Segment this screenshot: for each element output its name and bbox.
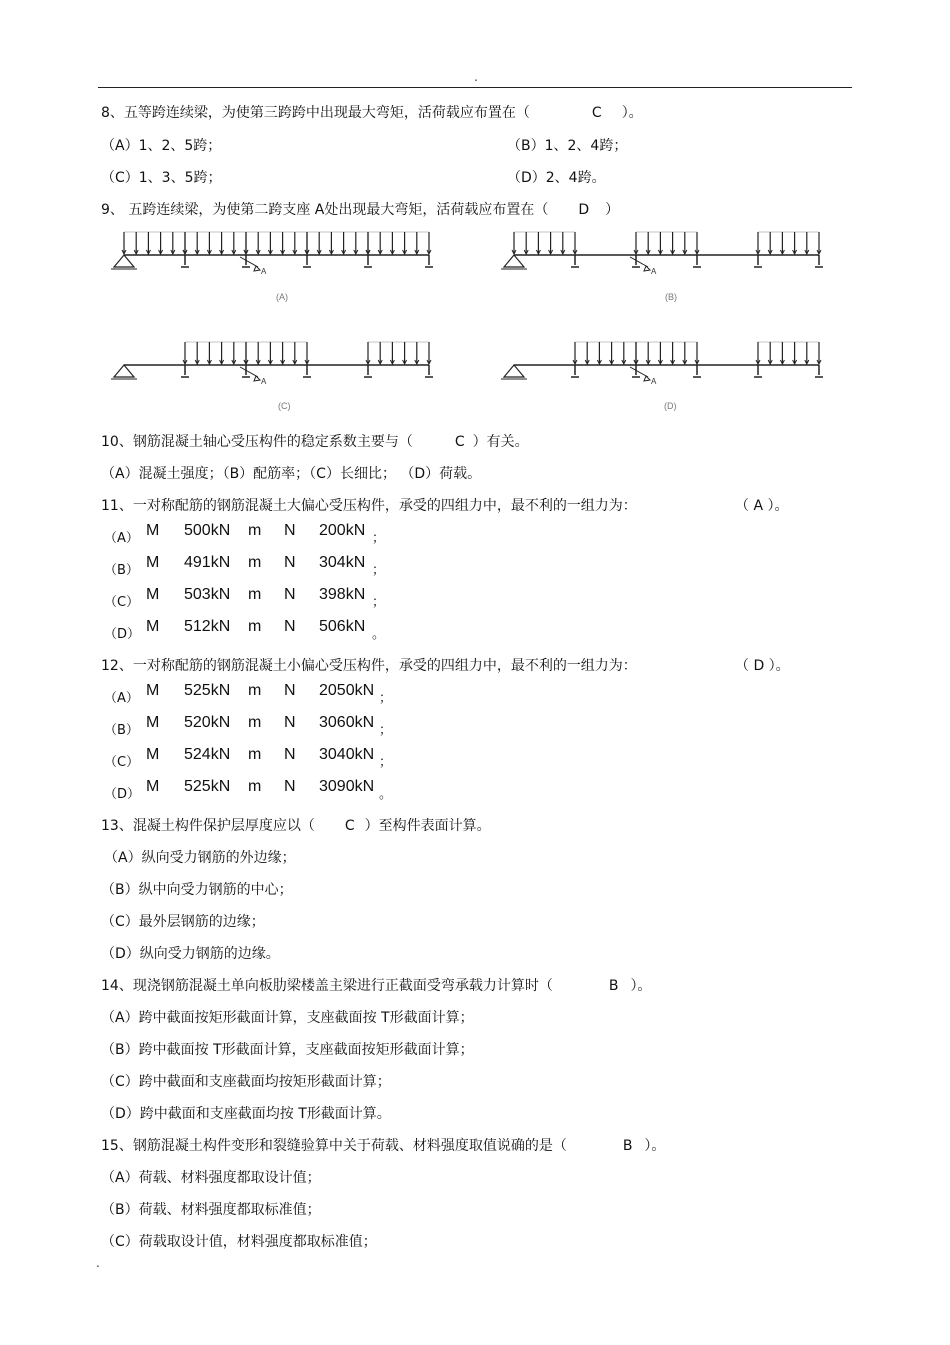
formula-M: M: [146, 554, 160, 571]
load-arrow: [646, 232, 650, 254]
formula-nval: 506kN: [319, 618, 366, 635]
formula-end: 。: [372, 627, 386, 642]
formula-end: ；: [379, 691, 393, 706]
formula-mval: 500kN: [184, 522, 231, 539]
load-arrow: [658, 232, 662, 254]
figure-label-d: (D): [664, 401, 677, 411]
load-arrow: [366, 342, 370, 364]
load-arrow: [183, 342, 187, 364]
load-arrow: [159, 232, 163, 254]
load-arrow: [683, 342, 687, 364]
formula-mval: 520kN: [184, 714, 231, 731]
load-arrow: [585, 342, 589, 364]
load-arrow: [281, 342, 285, 364]
load-arrow: [415, 232, 419, 254]
roller-support: [632, 365, 640, 377]
roller-support: [571, 255, 579, 267]
load-arrow: [756, 342, 760, 364]
roller-support: [754, 255, 762, 267]
pin-support: [114, 365, 134, 377]
load-arrow: [293, 342, 297, 364]
formula-label: （B）: [104, 563, 139, 578]
q8-option-a: （A）1、2、5跨；: [101, 138, 222, 154]
load-arrow: [256, 342, 260, 364]
roller-support: [303, 255, 311, 267]
q15-option-b: （B）荷载、材料强度都取标准值；: [101, 1202, 321, 1218]
q12-stem: 12、一对称配筋的钢筋混凝土小偏心受压构件，承受的四组力中，最不利的一组力为：: [101, 658, 637, 674]
load-arrow: [817, 232, 821, 254]
load-arrow: [317, 232, 321, 254]
q14-option-b: （B）跨中截面按 T形截面计算，支座截面按矩形截面计算；: [101, 1042, 474, 1058]
formula-nval: 3060kN: [319, 714, 375, 731]
load-arrow: [427, 342, 431, 364]
load-arrow: [610, 342, 614, 364]
formula-N: N: [284, 554, 296, 571]
load-arrow: [793, 232, 797, 254]
formula-label: （A）: [104, 531, 139, 546]
formula-mval: 503kN: [184, 586, 231, 603]
formula-end: ；: [372, 531, 386, 546]
load-arrow: [780, 342, 784, 364]
load-arrow: [561, 232, 565, 254]
q14-option-a: （A）跨中截面按矩形截面计算，支座截面按 T形截面计算；: [101, 1010, 474, 1026]
distributed-load: [183, 232, 248, 254]
load-arrow: [220, 342, 224, 364]
roller-support: [364, 365, 372, 377]
load-arrow: [536, 232, 540, 254]
load-arrow: [817, 342, 821, 364]
q10-options: （A）混凝土强度；（B）配筋率；（C）长细比； （D）荷载。: [101, 466, 482, 482]
pin-support: [504, 255, 524, 267]
formula-nval: 2050kN: [319, 682, 375, 699]
distributed-load: [512, 232, 577, 254]
formula-m: m: [248, 618, 262, 635]
load-arrow: [390, 342, 394, 364]
load-arrow: [220, 232, 224, 254]
q8-option-b: （B）1、2、4跨；: [507, 138, 628, 154]
formula-mval: 525kN: [184, 778, 231, 795]
load-arrow: [329, 232, 333, 254]
load-arrow: [549, 232, 553, 254]
load-arrow: [366, 232, 370, 254]
load-arrow: [146, 232, 150, 254]
roller-support: [425, 365, 433, 377]
load-arrow: [671, 342, 675, 364]
load-arrow: [305, 342, 309, 364]
formula-label: （A）: [104, 691, 139, 706]
distributed-load: [305, 232, 370, 254]
q8-option-c: （C）1、3、5跨；: [101, 170, 222, 186]
pin-support: [114, 255, 134, 267]
formula-nval: 398kN: [319, 586, 366, 603]
q14-answer: B: [608, 978, 619, 994]
load-arrow: [305, 232, 309, 254]
q9-answer: D: [578, 202, 590, 218]
load-arrow: [634, 342, 638, 364]
q11-stem: 11、一对称配筋的钢筋混凝土大偏心受压构件，承受的四组力中，最不利的一组力为：: [101, 498, 637, 514]
q15-option-c: （C）荷载取设计值，材料强度都取标准值；: [101, 1234, 377, 1250]
load-arrow: [281, 232, 285, 254]
distributed-load: [756, 342, 821, 364]
header-rule: [98, 87, 852, 88]
formula-N: N: [284, 586, 296, 603]
load-arrow: [207, 342, 211, 364]
figure-label-b: (B): [665, 292, 677, 302]
load-arrow: [293, 232, 297, 254]
distributed-load: [122, 232, 187, 254]
formula-m: m: [248, 522, 262, 539]
formula-N: N: [284, 682, 296, 699]
load-arrow: [244, 232, 248, 254]
formula-nval: 200kN: [319, 522, 366, 539]
load-arrow: [195, 342, 199, 364]
figure-label-c: (C): [278, 401, 291, 411]
roller-support: [815, 365, 823, 377]
q13-answer: C: [344, 818, 355, 834]
load-arrow: [683, 232, 687, 254]
load-arrow: [573, 342, 577, 364]
roller-support: [181, 365, 189, 377]
load-arrow: [415, 342, 419, 364]
load-arrow: [524, 232, 528, 254]
q15-answer: B: [622, 1138, 633, 1154]
formula-nval: 304kN: [319, 554, 366, 571]
q15-stem: 15、钢筋混凝土构件变形和裂缝验算中关于荷载、材料强度取值说确的是（ B ）。: [101, 1138, 666, 1154]
load-arrow: [378, 232, 382, 254]
distributed-load: [756, 232, 821, 254]
load-arrow: [232, 232, 236, 254]
formula-mval: 524kN: [184, 746, 231, 763]
load-arrow: [354, 232, 358, 254]
formula-end: 。: [379, 787, 393, 802]
beam-figure-c: [110, 338, 440, 388]
load-arrow: [378, 342, 382, 364]
q13-option-c: （C）最外层钢筋的边缘；: [101, 914, 265, 930]
load-arrow: [171, 232, 175, 254]
roller-support: [425, 255, 433, 267]
roller-support: [242, 365, 250, 377]
pin-support: [504, 365, 524, 377]
formula-M: M: [146, 522, 160, 539]
formula-nval: 3090kN: [319, 778, 375, 795]
footer-dot: .: [96, 1256, 100, 1270]
load-arrow: [805, 232, 809, 254]
load-arrow: [195, 232, 199, 254]
q8-option-d: （D）2、4跨。: [507, 170, 606, 186]
load-arrow: [207, 232, 211, 254]
load-arrow: [244, 342, 248, 364]
distributed-load: [183, 342, 248, 364]
load-arrow: [268, 342, 272, 364]
formula-label: （C）: [104, 595, 140, 610]
load-arrow: [342, 232, 346, 254]
formula-label: （C）: [104, 755, 140, 770]
load-arrow: [390, 232, 394, 254]
q14-stem: 14、现浇钢筋混凝土单向板肋梁楼盖主梁进行正截面受弯承载力计算时（ B ）。: [101, 978, 652, 994]
load-arrow: [780, 232, 784, 254]
roller-support: [364, 255, 372, 267]
q11-answer: （ A ）。: [735, 498, 789, 514]
formula-M: M: [146, 586, 160, 603]
figure-label-a: (A): [276, 292, 288, 302]
distributed-load: [634, 232, 699, 254]
roller-support: [693, 365, 701, 377]
roller-support: [303, 365, 311, 377]
q8-answer: C: [591, 105, 602, 121]
q9-stem: 9、 五跨连续梁，为使第二跨支座 A处出现最大弯矩，活荷载应布置在（ D ）: [101, 202, 620, 218]
roller-support: [815, 255, 823, 267]
distributed-load: [244, 342, 309, 364]
load-arrow: [403, 232, 407, 254]
support-a-label: A: [651, 377, 657, 386]
load-arrow: [658, 342, 662, 364]
roller-support: [632, 255, 640, 267]
formula-N: N: [284, 778, 296, 795]
load-arrow: [671, 232, 675, 254]
formula-m: m: [248, 586, 262, 603]
roller-support: [571, 365, 579, 377]
q15-option-a: （A）荷载、材料强度都取设计值；: [101, 1170, 321, 1186]
formula-N: N: [284, 522, 296, 539]
q12-answer: （ D ）。: [735, 658, 790, 674]
header-dot: .: [474, 70, 478, 84]
support-a-label: A: [261, 377, 267, 386]
q10-answer: C: [454, 434, 465, 450]
load-arrow: [805, 342, 809, 364]
formula-label: （D）: [104, 627, 141, 642]
load-arrow: [646, 342, 650, 364]
q13-option-a: （A）纵向受力钢筋的外边缘；: [104, 850, 296, 866]
q13-option-b: （B）纵中向受力钢筋的中心；: [101, 882, 293, 898]
support-a-label: A: [261, 267, 267, 276]
q14-option-d: （D）跨中截面和支座截面均按 T形截面计算。: [101, 1106, 391, 1122]
formula-m: m: [248, 714, 262, 731]
load-arrow: [232, 342, 236, 364]
load-arrow: [768, 232, 772, 254]
load-arrow: [793, 342, 797, 364]
distributed-load: [366, 232, 431, 254]
q13-option-d: （D）纵向受力钢筋的边缘。: [101, 946, 280, 962]
formula-M: M: [146, 618, 160, 635]
q13-stem: 13、混凝土构件保护层厚度应以（ C ）至构件表面计算。: [101, 818, 491, 834]
beam-figure-a: [110, 228, 440, 278]
formula-nval: 3040kN: [319, 746, 375, 763]
formula-end: ；: [372, 563, 386, 578]
roller-support: [181, 255, 189, 267]
load-arrow: [122, 232, 126, 254]
roller-support: [693, 255, 701, 267]
roller-support: [242, 255, 250, 267]
load-arrow: [403, 342, 407, 364]
distributed-load: [573, 342, 638, 364]
beam-figure-b: [500, 228, 830, 278]
load-arrow: [134, 232, 138, 254]
formula-N: N: [284, 618, 296, 635]
formula-M: M: [146, 714, 160, 731]
distributed-load: [634, 342, 699, 364]
load-arrow: [756, 232, 760, 254]
q8-stem: 8、五等跨连续梁，为使第三跨跨中出现最大弯矩，活荷载应布置在（ C ）。: [101, 105, 643, 121]
formula-mval: 525kN: [184, 682, 231, 699]
load-arrow: [622, 342, 626, 364]
formula-m: m: [248, 682, 262, 699]
roller-support: [754, 365, 762, 377]
load-arrow: [256, 232, 260, 254]
beam-figure-d: [500, 338, 830, 388]
load-arrow: [695, 232, 699, 254]
distributed-load: [366, 342, 431, 364]
load-arrow: [512, 232, 516, 254]
formula-N: N: [284, 714, 296, 731]
formula-mval: 512kN: [184, 618, 231, 635]
load-arrow: [573, 232, 577, 254]
formula-end: ；: [379, 755, 393, 770]
formula-m: m: [248, 746, 262, 763]
load-arrow: [695, 342, 699, 364]
support-a-label: A: [651, 267, 657, 276]
formula-label: （D）: [104, 787, 141, 802]
q14-option-c: （C）跨中截面和支座截面均按矩形截面计算；: [101, 1074, 391, 1090]
formula-label: （B）: [104, 723, 139, 738]
load-arrow: [597, 342, 601, 364]
formula-mval: 491kN: [184, 554, 231, 571]
formula-M: M: [146, 746, 160, 763]
formula-M: M: [146, 682, 160, 699]
load-arrow: [268, 232, 272, 254]
formula-end: ；: [379, 723, 393, 738]
formula-N: N: [284, 746, 296, 763]
formula-M: M: [146, 778, 160, 795]
distributed-load: [244, 232, 309, 254]
formula-end: ；: [372, 595, 386, 610]
q10-stem: 10、钢筋混凝土轴心受压构件的稳定系数主要与（ C ）有关。: [101, 434, 529, 450]
load-arrow: [634, 232, 638, 254]
load-arrow: [427, 232, 431, 254]
formula-m: m: [248, 554, 262, 571]
formula-m: m: [248, 778, 262, 795]
load-arrow: [768, 342, 772, 364]
load-arrow: [183, 232, 187, 254]
